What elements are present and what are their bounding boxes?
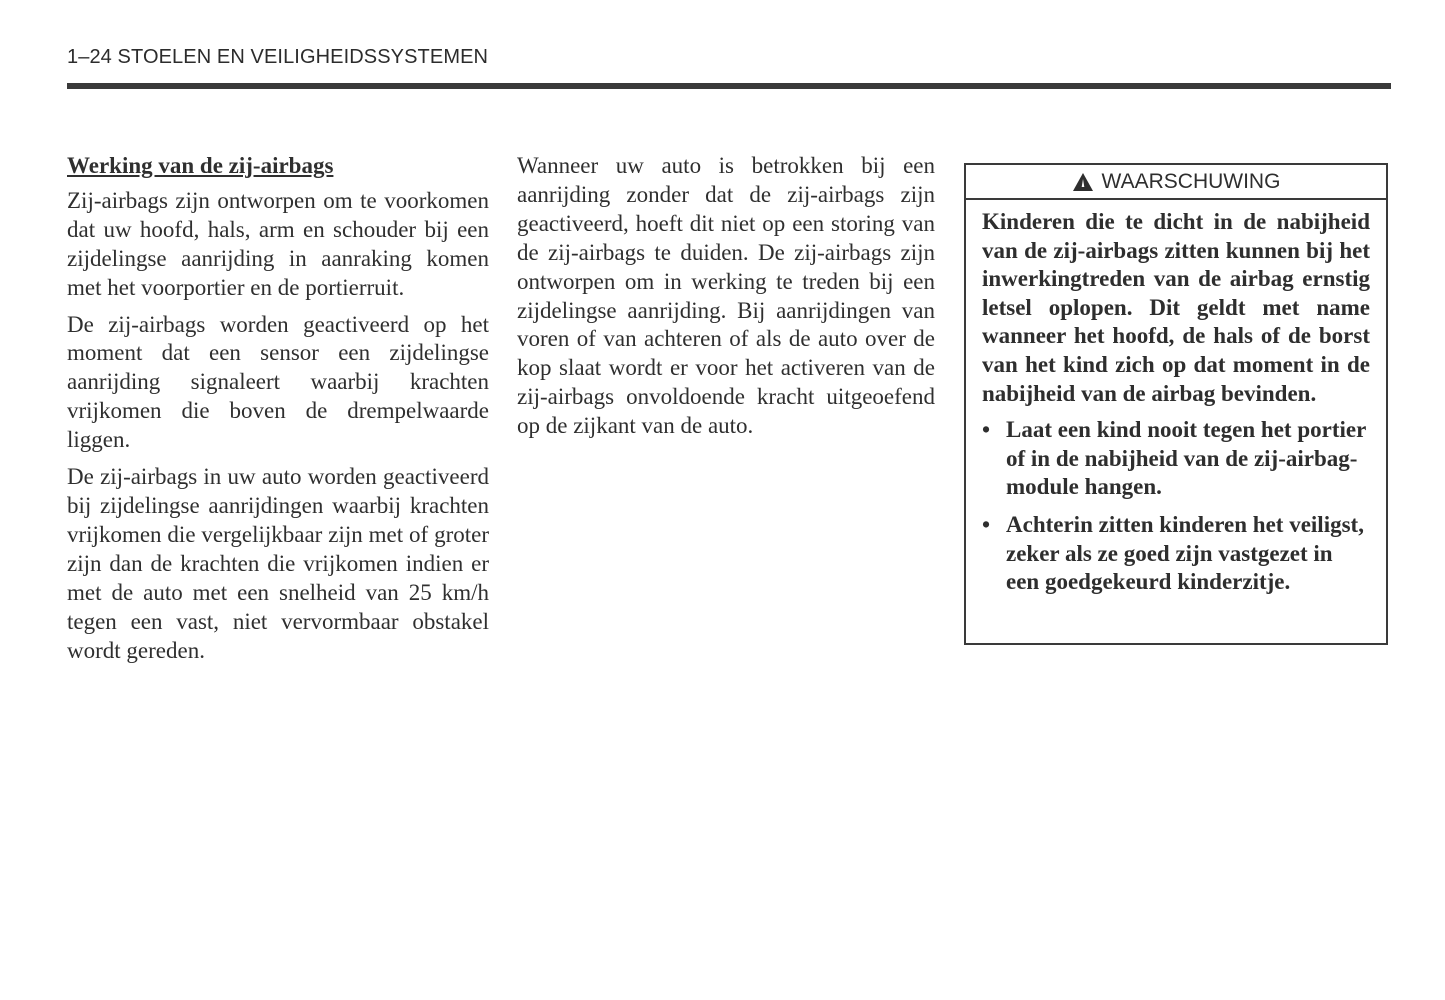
header-divider [67, 83, 1391, 89]
bullet-icon: • [982, 511, 991, 537]
paragraph: Wanneer uw auto is betrokken bij een aanrijding zonder dat de zij-airbags zijn geactiveerd, hoeft dit niet op een storing van de zij-airbags te duiden. De zij-airbags zijn ontworpen om in werking te treden bij een zijdelingse aanrijding. Bij aanrijdingen van voren of van achteren of als de auto over de kop slaat wordt er voor het activeren van de zij-airbags onvoldoende kracht uitgeoefend op de zijkant van de auto. [517, 153, 935, 439]
column-left [67, 152, 489, 673]
bullet-icon: • [982, 417, 991, 443]
column-middle [517, 152, 935, 449]
warning-bullet-item [982, 511, 1370, 597]
warning-box [964, 163, 1388, 645]
warning-bullet-item [982, 416, 1370, 502]
warning-bullet-text: Achterin zitten kinderen het veiligst, zeker als ze goed zijn vastgezet in een goedgekeurd kinderzitje. [1006, 511, 1364, 595]
paragraph: De zij-airbags in uw auto worden geactiveerd bij zijdelingse aanrijdingen waarbij krachten vrijkomen die vergelijkbaar zijn met of groter zijn dan de krachten die vrijkomen indien er met de auto met een snelheid van 25 km/h tegen een vast, niet vervormbaar obstakel wordt gereden. [67, 464, 489, 663]
warning-body [966, 200, 1386, 597]
warning-bullet-list [982, 416, 1370, 597]
warning-title: WAARSCHUWING [1101, 169, 1281, 193]
paragraph: Zij-airbags zijn ontworpen om te voorkomen dat uw hoofd, hals, arm en schouder bij een zijdelingse aanrijding in aanraking komen met het voorportier en de portierruit. [67, 187, 489, 300]
warning-header [966, 165, 1386, 200]
paragraph: De zij-airbags worden geactiveerd op het moment dat een sensor een zijdelingse aanrijding signaleert waarbij krachten vrijkomen die boven de drempelwaarde liggen. [67, 311, 489, 453]
page-header-title: 1–24 STOELEN EN VEILIGHEIDSSYSTEMEN [67, 46, 489, 68]
section-title: Werking van de zij-airbags [67, 153, 334, 178]
warning-triangle-icon [1072, 172, 1094, 192]
warning-bullet-text: Laat een kind nooit tegen het portier of in de nabijheid van de zij-airbag-module hangen. [1006, 417, 1366, 500]
warning-lead-text: Kinderen die te dicht in de nabijheid van de zij-airbags zitten kunnen bij het inwerkingtreden van de airbag ernstig letsel oplopen. Dit geldt met name wanneer het hoofd, de hals of de borst van het kind zich op dat moment in de nabijheid van de airbag bevinden. [982, 209, 1370, 406]
